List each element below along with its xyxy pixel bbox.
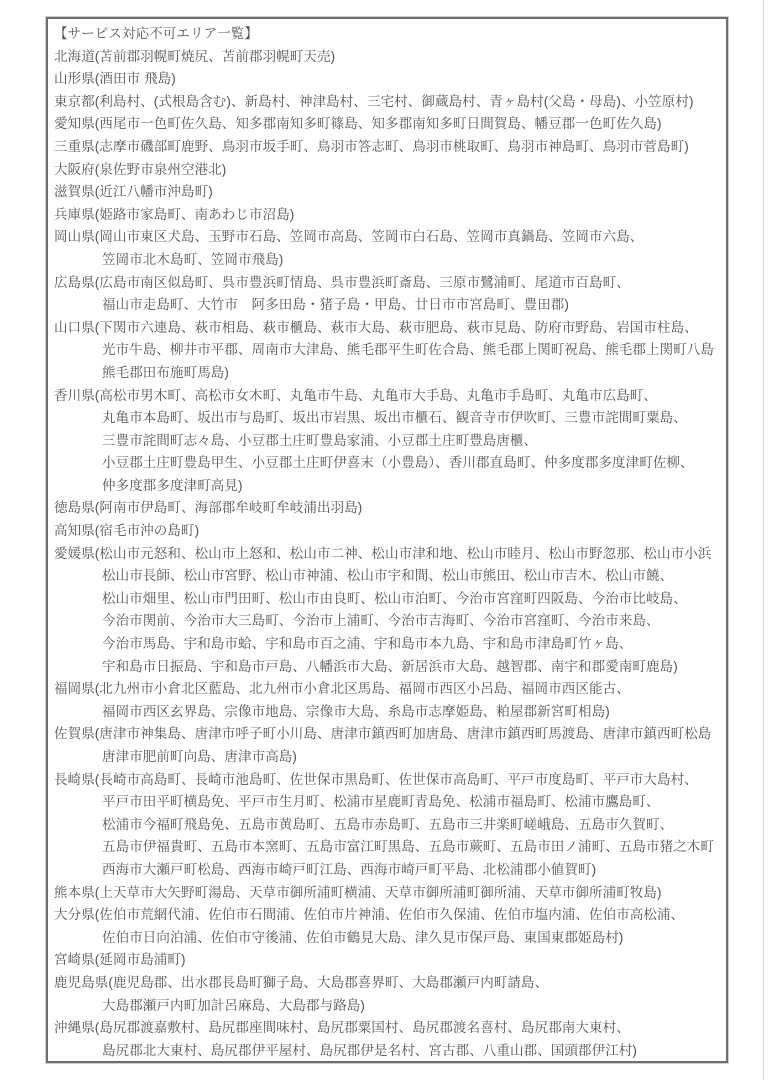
continuation-line: 仲多度郡多度津町高見) (102, 477, 243, 493)
continuation-line: 丸亀市本島町、坂出市与島町、坂出市岩黒、坂出市櫃石、観音寺市伊吹町、三豊市詫間町粟島、 (102, 410, 687, 426)
continuation-line: 五島市伊福貴町、五島市本窯町、五島市富江町黒島、五島市蕨町、五島市田ノ浦町、五島市猪之木町 (102, 839, 714, 855)
prefecture-line: 熊本県(上天草市大矢野町湯島、天草市御所浦町横浦、天草市御所浦町御所浦、天草市御所浦町牧島) (54, 884, 662, 900)
continuation-line: 熊毛郡田布施町馬島) (102, 364, 229, 380)
prefecture-line: 宮崎県(延岡市島浦町) (54, 952, 186, 968)
prefecture-line: 佐賀県(唐津市神集島、唐津市呼子町小川島、唐津市鎮西町加唐島、唐津市鎮西町馬渡島、唐津市鎮西町松島 (54, 726, 712, 742)
prefecture-line: 大阪府(泉佐野市泉州空港北) (54, 161, 227, 177)
continuation-line: 今治市関前、今治市大三島町、今治市上浦町、今治市吉海町、今治市宮窪町、今治市来島、 (102, 613, 660, 629)
prefecture-line: 愛媛県(松山市元怒和、松山市上怒和、松山市二神、松山市津和地、松山市睦月、松山市野忽那、松山市小浜 (54, 545, 712, 561)
prefecture-line: 山形県(酒田市 飛島) (54, 71, 176, 87)
prefecture-line: 山口県(下関市六連島、萩市相島、萩市櫃島、萩市大島、萩市肥島、萩市見島、防府市野島、岩国市柱島、 (54, 319, 698, 335)
prefecture-line: 兵庫県(姫路市家島町、南あわじ市沼島) (54, 206, 295, 222)
service-unavailable-area-list (46, 17, 728, 1063)
continuation-line: 光市牛島、柳井市平郡、周南市大津島、熊毛郡平生町佐合島、熊毛郡上関町祝島、熊毛郡上関町八島 (102, 342, 714, 358)
continuation-line: 福岡市西区玄界島、宗像市地島、宗像市大島、糸島市志摩姫島、粕屋郡新宮町相島) (102, 703, 610, 719)
page-edge-line (763, 0, 764, 1080)
continuation-line: 西海市大瀬戸町松島、西海市崎戸町江島、西海市崎戸町平島、北松浦郡小値賀町) (102, 861, 597, 877)
continuation-line: 小豆郡土庄町豊島甲生、小豆郡土庄町伊喜末（小豊島）、香川郡直島町、仲多度郡多度津町佐柳、 (102, 455, 694, 471)
continuation-line: 佐伯市日向泊浦、佐伯市守後浦、佐伯市鶴見大島、津久見市保戸島、東国東郡姫島村) (102, 929, 624, 945)
prefecture-line: 愛知県(西尾市一色町佐久島、知多郡南知多町篠島、知多郡南知多町日間賀島、幡豆郡一色町佐久島) (54, 116, 662, 132)
prefecture-line: 長崎県(長崎市高島町、長崎市池島町、佐世保市黒島町、佐世保市高島町、平戸市度島町、平戸市大島村、 (54, 771, 698, 787)
continuation-line: 島尻郡北大東村、島尻郡伊平屋村、島尻郡伊是名村、宮古郡、八重山郡、国頭郡伊江村) (102, 1042, 637, 1058)
continuation-line: 唐津市肥前町向島、唐津市高島) (102, 749, 297, 764)
continuation-line: 宇和島市日振島、宇和島市戸島、八幡浜市大島、新居浜市大島、越智郡、南宇和郡愛南町鹿島) (102, 658, 678, 674)
prefecture-line: 三重県(志摩市磯部町鹿野、鳥羽市坂手町、鳥羽市答志町、鳥羽市桃取町、鳥羽市神島町、鳥羽市菅島町) (54, 138, 689, 154)
continuation-line: 平戸市田平町横島免、平戸市生月町、松浦市星鹿町青島免、松浦市福島町、松浦市鷹島町、 (102, 794, 660, 810)
prefecture-line: 沖縄県(島尻郡渡嘉敷村、島尻郡座間味村、島尻郡粟国村、島尻郡渡名喜村、島尻郡南大東村、 (54, 1020, 630, 1036)
continuation-line: 松山市長師、松山市宮野、松山市神浦、松山市宇和間、松山市熊田、松山市吉木、松山市饒、 (102, 568, 674, 584)
continuation-line: 今治市馬島、宇和島市蛤、宇和島市百之浦、宇和島市本九島、宇和島市津島町竹ヶ島、 (102, 636, 633, 652)
prefecture-line: 鹿児島県(鹿児島郡、出水郡長島町獅子島、大島郡喜界町、大島郡瀬戸内町請島、 (54, 974, 549, 990)
prefecture-line: 高知県(宿毛市沖の島町) (54, 523, 200, 539)
prefecture-line: 大分県(佐伯市荒網代浦、佐伯市石間浦、佐伯市片神浦、佐伯市久保浦、佐伯市塩内浦、佐伯市高松浦、 (54, 907, 685, 923)
prefecture-line: 北海道(苫前郡羽幌町焼尻、苫前郡羽幌町天売) (54, 48, 336, 64)
continuation-line: 笠岡市北木島町、笠岡市飛島) (102, 251, 284, 267)
continuation-line: 大島郡瀬戸内町加計呂麻島、大島郡与路島) (102, 997, 365, 1013)
prefecture-line: 岡山県(岡山市東区犬島、玉野市石島、笠岡市高島、笠岡市白石島、笠岡市真鍋島、笠岡市六島、 (54, 229, 644, 245)
continuation-line: 松浦市今福町飛島免、五島市黄島町、五島市赤島町、五島市三井楽町嵯峨島、五島市久賀町、 (102, 816, 674, 832)
continuation-line: 福山市走島町、大竹市 阿多田島・猪子島・甲島、廿日市市宮島町、豊田郡) (102, 297, 569, 313)
prefecture-line: 香川県(高松市男木町、高松市女木町、丸亀市牛島、丸亀市大手島、丸亀市手島町、丸亀市広島町、 (54, 387, 657, 403)
prefecture-line: 東京都(利島村、(式根島含む)、新島村、神津島村、三宅村、御蔵島村、青ヶ島村(父島・母島)、小笠原村) (54, 93, 694, 109)
continuation-line: 三豊市詫間町志々島、小豆郡土庄町豊島家浦、小豆郡土庄町豊島唐櫃、 (102, 432, 538, 448)
list-title: 【サービス対応不可エリア一覧】 (54, 26, 258, 41)
area-list (54, 46, 722, 1063)
prefecture-line: 福岡県(北九州市小倉北区藍島、北九州市小倉北区馬島、福岡市西区小呂島、福岡市西区能古、 (54, 681, 630, 697)
continuation-line: 松山市畑里、松山市門田町、松山市由良町、松山市泊町、今治市宮窪町四阪島、今治市比岐島、 (102, 590, 687, 606)
prefecture-line: 徳島県(阿南市伊島町、海部郡牟岐町牟岐浦出羽島) (54, 500, 363, 516)
prefecture-line: 広島県(広島市南区似島町、呉市豊浜町情島、呉市豊浜町斎島、三原市鷺浦町、尾道市百島町、 (54, 274, 630, 290)
prefecture-line: 滋賀県(近江八幡市沖島町) (54, 184, 213, 200)
